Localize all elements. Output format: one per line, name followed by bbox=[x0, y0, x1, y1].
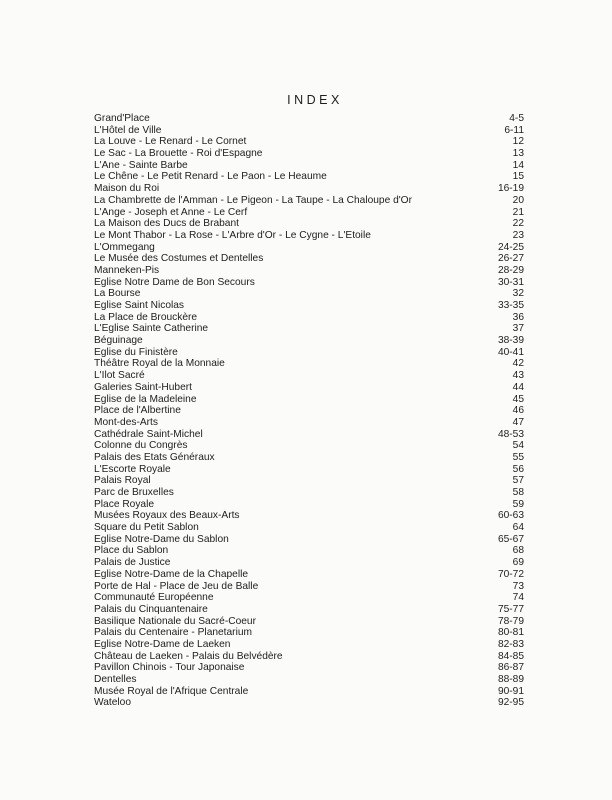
entry-title: Eglise Saint Nicolas bbox=[94, 300, 185, 311]
entry-pages: 26-27 bbox=[497, 253, 524, 265]
entry-title: Place de l'Albertine bbox=[94, 405, 181, 417]
index-entry bbox=[94, 557, 524, 569]
index-entry bbox=[94, 510, 524, 522]
entry-pages: 86-87 bbox=[497, 662, 524, 674]
entry-title: L'Ange - Joseph et Anne - Le Cerf bbox=[94, 206, 248, 218]
index-entry bbox=[94, 288, 524, 300]
entry-pages: 40-41 bbox=[497, 346, 524, 358]
entry-title: Eglise de la Madeleine bbox=[94, 393, 197, 405]
entry-pages: 48-53 bbox=[497, 428, 524, 440]
entry-title: Communauté Européenne bbox=[94, 592, 214, 604]
index-entry bbox=[94, 464, 524, 476]
entry-pages: 44 bbox=[512, 381, 524, 393]
index-entry bbox=[94, 265, 524, 277]
entry-pages: 24-25 bbox=[497, 241, 524, 253]
entry-pages: 75-77 bbox=[497, 603, 524, 615]
entry-title: Palais du Centenaire - Planetarium bbox=[94, 627, 252, 639]
index-entry bbox=[94, 604, 524, 616]
entry-pages: 46 bbox=[512, 405, 524, 417]
entry-title: Wateloo bbox=[94, 697, 131, 709]
entry-title: Square du Petit Sablon bbox=[94, 522, 199, 534]
entry-pages: 45 bbox=[512, 393, 524, 405]
entry-pages: 14 bbox=[512, 159, 524, 171]
entry-title: Le Sac - La Brouette - Roi d'Espagne bbox=[94, 148, 263, 160]
entry-pages: 84-85 bbox=[497, 650, 524, 662]
entry-title: Colonne du Congrès bbox=[94, 440, 188, 452]
index-entry bbox=[94, 616, 524, 628]
entry-pages: 21 bbox=[512, 206, 524, 218]
index-entry bbox=[94, 452, 524, 464]
entry-pages: 36 bbox=[512, 311, 524, 323]
entry-pages: 90-91 bbox=[497, 685, 524, 697]
entry-title: Château de Laeken - Palais du Belvédère bbox=[94, 650, 283, 662]
entry-pages: 69 bbox=[512, 557, 524, 569]
entry-pages: 20 bbox=[512, 194, 524, 206]
entry-title: Palais du Cinquantenaire bbox=[94, 603, 208, 615]
index-entry bbox=[94, 253, 524, 265]
index-entry bbox=[94, 487, 524, 499]
index-entry bbox=[94, 522, 524, 534]
entry-pages: 57 bbox=[512, 475, 524, 487]
index-entry bbox=[94, 651, 524, 663]
entry-title: Galeries Saint-Hubert bbox=[94, 381, 192, 393]
entry-pages: 56 bbox=[512, 463, 524, 475]
entry-pages: 80-81 bbox=[497, 627, 524, 639]
index-entry bbox=[94, 429, 524, 441]
index-entry bbox=[94, 697, 524, 709]
entry-title: Eglise Notre-Dame de Laeken bbox=[94, 638, 231, 650]
entry-pages: 32 bbox=[512, 288, 524, 300]
entry-pages: 58 bbox=[512, 487, 524, 498]
entry-pages: 43 bbox=[512, 370, 524, 382]
entry-pages: 65-67 bbox=[497, 533, 524, 545]
entry-title: La Maison des Ducs de Brabant bbox=[94, 218, 239, 230]
entry-pages: 38-39 bbox=[497, 335, 524, 347]
entry-title: Maison du Roi bbox=[94, 183, 160, 195]
entry-pages: 74 bbox=[512, 592, 524, 604]
index-entry bbox=[94, 545, 524, 557]
entry-title: Place Royale bbox=[94, 498, 155, 510]
entry-pages: 68 bbox=[512, 545, 524, 557]
index-entry bbox=[94, 370, 524, 382]
entry-title: Eglise Notre-Dame de la Chapelle bbox=[94, 568, 249, 580]
entry-pages: 73 bbox=[512, 580, 524, 592]
entry-title: Le Chêne - Le Petit Renard - Le Paon - Le Heaume bbox=[94, 171, 327, 183]
entry-title: La Bourse bbox=[94, 288, 141, 300]
entry-title: Mont-des-Arts bbox=[94, 416, 158, 428]
entry-title: L'Escorte Royale bbox=[94, 463, 171, 475]
entry-pages: 92-95 bbox=[497, 697, 524, 709]
index-list bbox=[94, 113, 524, 709]
entry-title: Musée Royal de l'Afrique Centrale bbox=[94, 685, 249, 697]
entry-title: La Louve - Le Renard - Le Cornet bbox=[94, 136, 247, 148]
index-entry bbox=[94, 113, 524, 125]
entry-title: Manneken-Pis bbox=[94, 264, 160, 276]
entry-title: L'Eglise Sainte Catherine bbox=[94, 323, 209, 335]
index-entry bbox=[94, 405, 524, 417]
index-entry bbox=[94, 592, 524, 604]
entry-title: L'Ommegang bbox=[94, 241, 155, 253]
entry-pages: 82-83 bbox=[497, 638, 524, 650]
entry-pages: 23 bbox=[512, 229, 524, 241]
entry-title: Le Mont Thabor - La Rose - L'Arbre d'Or - Le Cygne - L'Etoile bbox=[94, 229, 371, 241]
entry-pages: 6-11 bbox=[504, 124, 524, 136]
entry-pages: 47 bbox=[512, 416, 524, 428]
entry-title: Eglise Notre-Dame du Sablon bbox=[94, 533, 229, 545]
entry-title: Eglise du Finistère bbox=[94, 346, 178, 358]
entry-title: Théâtre Royal de la Monnaie bbox=[94, 358, 225, 370]
entry-pages: 13 bbox=[512, 148, 524, 160]
index-entry bbox=[94, 639, 524, 651]
entry-pages: 16-19 bbox=[497, 183, 524, 195]
index-entry bbox=[94, 312, 524, 324]
index-entry bbox=[94, 662, 524, 674]
entry-title: Musées Royaux des Beaux-Arts bbox=[94, 510, 240, 522]
index-entry bbox=[94, 171, 524, 183]
entry-pages: 33-35 bbox=[497, 300, 524, 311]
entry-title: Eglise Notre Dame de Bon Secours bbox=[94, 276, 255, 288]
entry-title: Place du Sablon bbox=[94, 545, 169, 557]
entry-pages: 59 bbox=[512, 498, 524, 510]
entry-title: La Place de Brouckère bbox=[94, 311, 198, 323]
entry-pages: 60-63 bbox=[497, 510, 524, 522]
index-entry bbox=[94, 417, 524, 429]
index-entry bbox=[94, 686, 524, 698]
entry-title: Le Musée des Costumes et Dentelles bbox=[94, 253, 264, 265]
entry-title: Béguinage bbox=[94, 335, 143, 347]
index-entry bbox=[94, 160, 524, 172]
index-entry bbox=[94, 475, 524, 487]
index-entry bbox=[94, 358, 524, 370]
index-entry bbox=[94, 569, 524, 581]
page-title: INDEX bbox=[287, 93, 343, 107]
index-entry bbox=[94, 394, 524, 406]
index-entry bbox=[94, 242, 524, 254]
index-entry bbox=[94, 136, 524, 148]
index-entry bbox=[94, 499, 524, 511]
entry-title: Palais des Etats Généraux bbox=[94, 451, 215, 463]
entry-title: Grand'Place bbox=[94, 113, 150, 124]
entry-pages: 88-89 bbox=[497, 674, 524, 685]
entry-title: Porte de Hal - Place de Jeu de Balle bbox=[94, 580, 259, 592]
entry-pages: 22 bbox=[512, 218, 524, 230]
entry-pages: 54 bbox=[512, 440, 524, 452]
entry-title: Basilique Nationale du Sacré-Coeur bbox=[94, 615, 256, 627]
entry-title: Pavillon Chinois - Tour Japonaise bbox=[94, 662, 245, 674]
index-entry bbox=[94, 277, 524, 289]
index-entry bbox=[94, 195, 524, 207]
entry-pages: 30-31 bbox=[497, 276, 524, 288]
index-entry bbox=[94, 347, 524, 359]
entry-title: Palais Royal bbox=[94, 475, 151, 487]
index-entry bbox=[94, 300, 524, 312]
entry-pages: 78-79 bbox=[497, 615, 524, 627]
entry-title: Palais de Justice bbox=[94, 557, 171, 569]
index-entry bbox=[94, 627, 524, 639]
index-entry bbox=[94, 218, 524, 230]
entry-pages: 55 bbox=[512, 451, 524, 463]
entry-title: Dentelles bbox=[94, 674, 137, 685]
entry-pages: 4-5 bbox=[509, 113, 524, 124]
entry-title: L'Ane - Sainte Barbe bbox=[94, 159, 188, 171]
entry-pages: 42 bbox=[512, 358, 524, 370]
index-entry bbox=[94, 440, 524, 452]
entry-title: La Chambrette de l'Amman - Le Pigeon - La Taupe - La Chaloupe d'Or bbox=[94, 194, 412, 206]
entry-pages: 37 bbox=[512, 323, 524, 335]
entry-title: L'Ilot Sacré bbox=[94, 370, 145, 382]
index-entry bbox=[94, 335, 524, 347]
index-entry bbox=[94, 148, 524, 160]
index-entry bbox=[94, 125, 524, 137]
index-entry bbox=[94, 183, 524, 195]
entry-pages: 28-29 bbox=[497, 264, 524, 276]
index-entry bbox=[94, 534, 524, 546]
entry-pages: 64 bbox=[512, 522, 524, 534]
index-entry bbox=[94, 581, 524, 593]
index-entry bbox=[94, 230, 524, 242]
entry-pages: 70-72 bbox=[497, 568, 524, 580]
entry-title: L'Hôtel de Ville bbox=[94, 124, 162, 136]
entry-title: Parc de Bruxelles bbox=[94, 487, 174, 498]
index-entry bbox=[94, 674, 524, 686]
index-entry bbox=[94, 207, 524, 219]
entry-pages: 15 bbox=[512, 171, 524, 183]
entry-title: Cathédrale Saint-Michel bbox=[94, 428, 203, 440]
index-entry bbox=[94, 382, 524, 394]
entry-pages: 12 bbox=[512, 136, 524, 148]
index-entry bbox=[94, 323, 524, 335]
